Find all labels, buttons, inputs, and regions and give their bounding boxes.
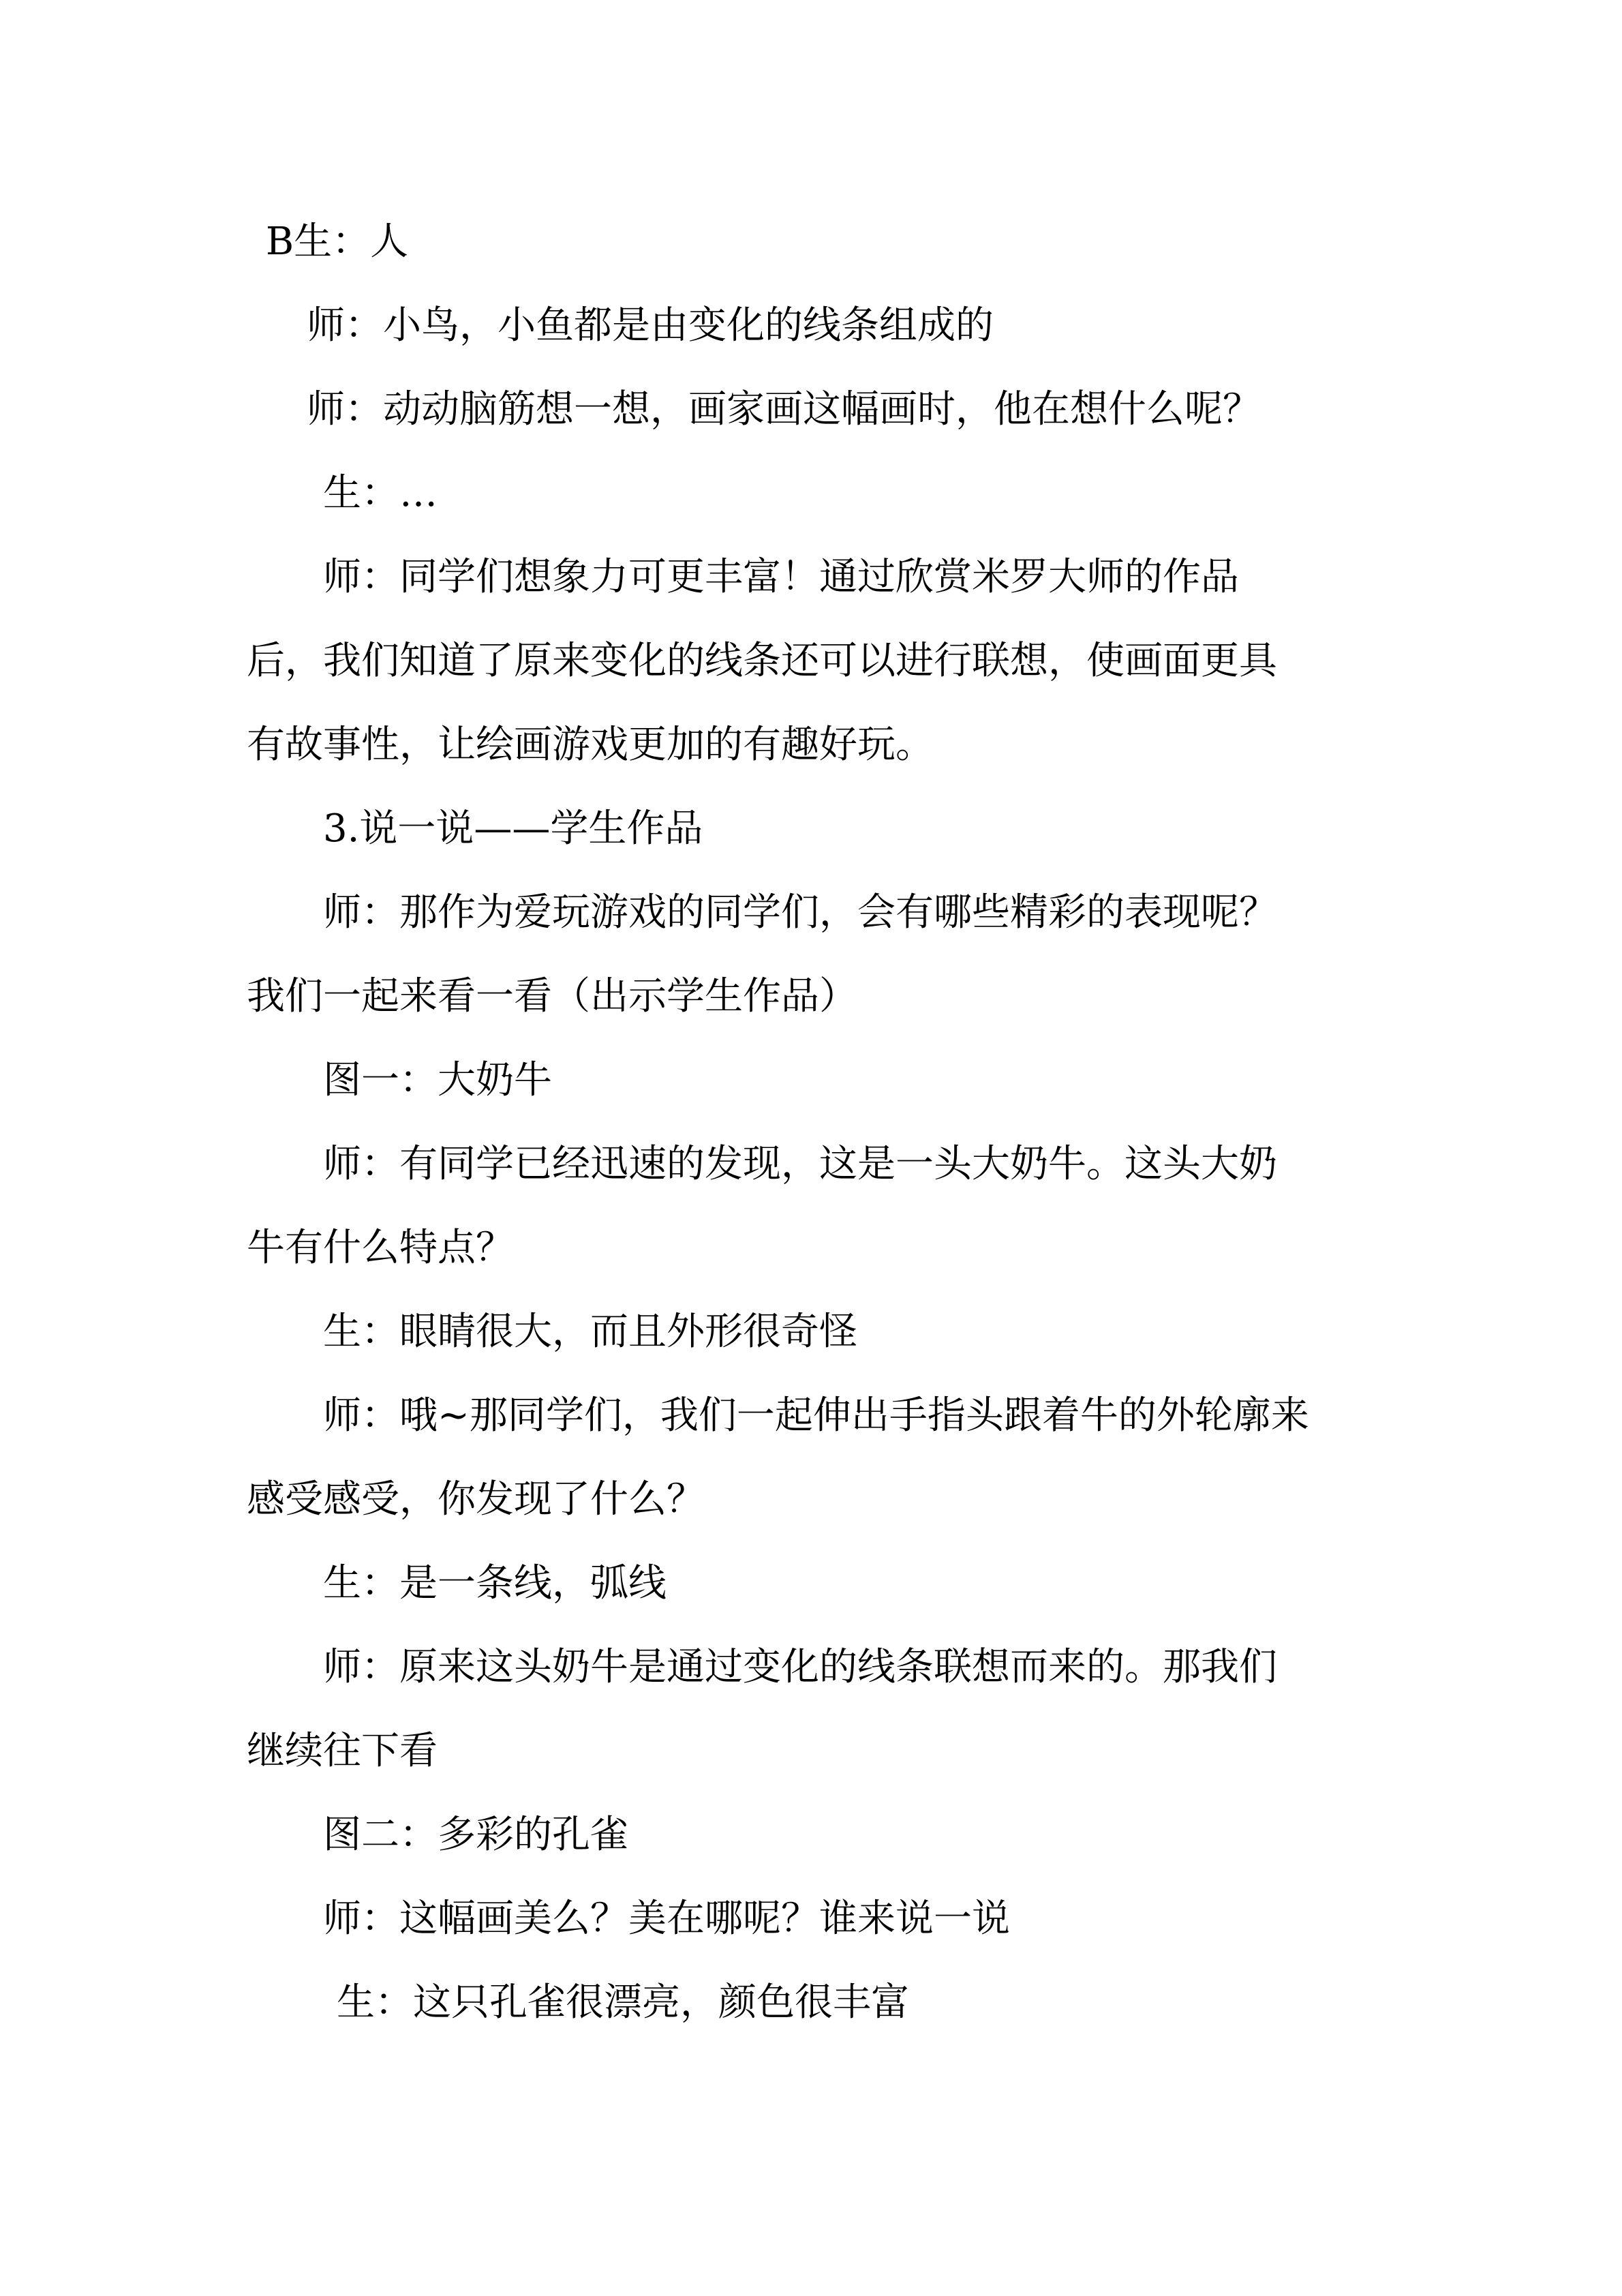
text-line: 生：这只孔雀很漂亮，颜色很丰富	[337, 1980, 909, 2025]
text-line: 生：…	[323, 471, 438, 515]
text-line: 牛有什么特点？	[247, 1226, 514, 1270]
text-line: 生：眼睛很大，而且外形很奇怪	[323, 1310, 857, 1354]
text-line: 我们一起来看一看（出示学生作品）	[247, 974, 857, 1018]
text-line: B生：人	[266, 220, 409, 264]
text-line: 后，我们知道了原来变化的线条还可以进行联想，使画面更具	[247, 639, 1277, 683]
text-line: 有故事性，让绘画游戏更加的有趣好玩。	[247, 723, 934, 767]
text-line: 师：哦~那同学们，我们一起伸出手指头跟着牛的外轮廓来	[323, 1393, 1309, 1438]
text-line: 师：有同学已经迅速的发现，这是一头大奶牛。这头大奶	[323, 1142, 1277, 1186]
text-line: 继续往下看	[247, 1729, 438, 1773]
text-line: 图二：多彩的孔雀	[323, 1813, 628, 1857]
text-line: 感受感受，你发现了什么？	[247, 1477, 705, 1522]
text-line: 生：是一条线，弧线	[323, 1561, 667, 1605]
text-line: 3.说一说——学生作品	[323, 806, 703, 851]
text-line: 师：这幅画美么？美在哪呢？谁来说一说	[323, 1897, 1010, 1941]
text-line: 师：那作为爱玩游戏的同学们，会有哪些精彩的表现呢？	[323, 890, 1277, 935]
text-line: 师：小鸟，小鱼都是由变化的线条组成的	[307, 303, 994, 348]
text-line: 师：动动脑筋想一想，画家画这幅画时，他在想什么呢？	[307, 387, 1261, 432]
text-line: 师：同学们想象力可更丰富！通过欣赏米罗大师的作品	[323, 555, 1239, 599]
text-line: 师：原来这头奶牛是通过变化的线条联想而来的。那我们	[323, 1645, 1277, 1689]
text-line: 图一：大奶牛	[323, 1058, 552, 1102]
